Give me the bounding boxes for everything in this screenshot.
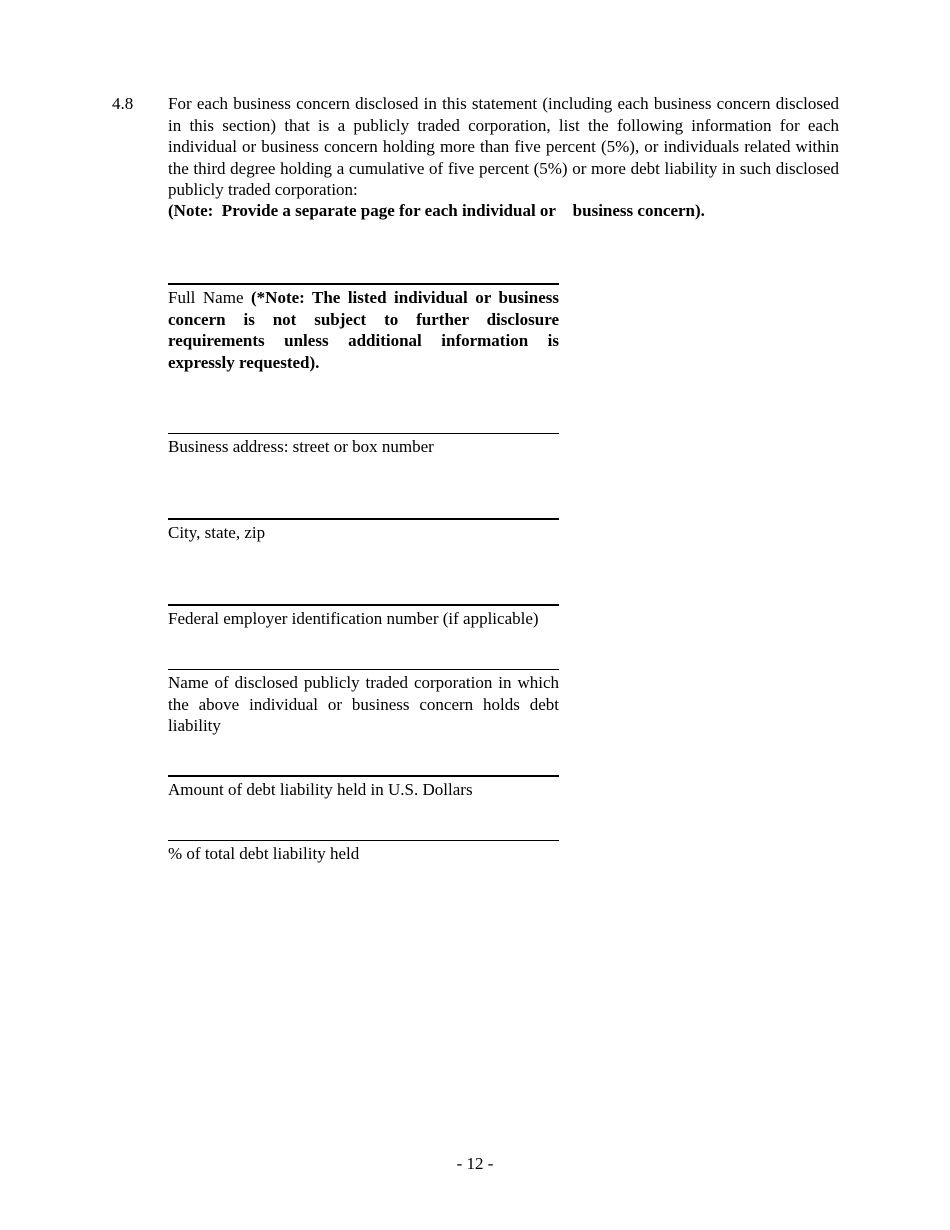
fein-line[interactable] bbox=[168, 604, 559, 606]
corporation-name-line[interactable] bbox=[168, 669, 559, 670]
full-name-label: Full Name bbox=[168, 288, 244, 307]
debt-amount-field bbox=[168, 775, 559, 801]
city-state-zip-label: City, state, zip bbox=[168, 523, 266, 542]
page-number: - 12 - bbox=[456, 1154, 494, 1173]
business-address-field bbox=[168, 433, 559, 458]
debt-amount-line[interactable] bbox=[168, 775, 559, 777]
full-name-line[interactable] bbox=[168, 283, 559, 285]
section-note: (Note: Provide a separate page for each individual or business concern). bbox=[168, 201, 705, 220]
business-address-line[interactable] bbox=[168, 433, 559, 434]
city-state-zip-field bbox=[168, 518, 559, 544]
full-name-field bbox=[168, 283, 559, 373]
section-instructions: For each business concern disclosed in this statement (including each business concern disclosed in this section) that is a publicly traded corporation, list the following information for each individual or business concern holding more than five percent (5%), or individuals related within the third degree holding a cumulative of five percent (5%) or more debt liability in such disclosed publicly traded corporation: bbox=[168, 94, 839, 199]
fein-field bbox=[168, 604, 559, 630]
debt-percent-line[interactable] bbox=[168, 840, 559, 841]
section-number: 4.8 bbox=[112, 94, 134, 113]
city-state-zip-line[interactable] bbox=[168, 518, 559, 520]
debt-percent-field bbox=[168, 840, 559, 865]
corporation-name-label: Name of disclosed publicly traded corporation in which the above individual or business concern holds debt liability bbox=[168, 673, 559, 735]
full-name-note: (*Note: The listed individual or business concern is not subject to further disclosure requirements unless additional information is expressly requested). bbox=[168, 288, 559, 372]
debt-amount-label: Amount of debt liability held in U.S. Dollars bbox=[168, 780, 473, 799]
corporation-name-field bbox=[168, 669, 559, 737]
fein-label: Federal employer identification number (if applicable) bbox=[168, 609, 539, 628]
business-address-label: Business address: street or box number bbox=[168, 437, 434, 456]
debt-percent-label: % of total debt liability held bbox=[168, 844, 360, 863]
full-name-label-group bbox=[168, 287, 559, 373]
